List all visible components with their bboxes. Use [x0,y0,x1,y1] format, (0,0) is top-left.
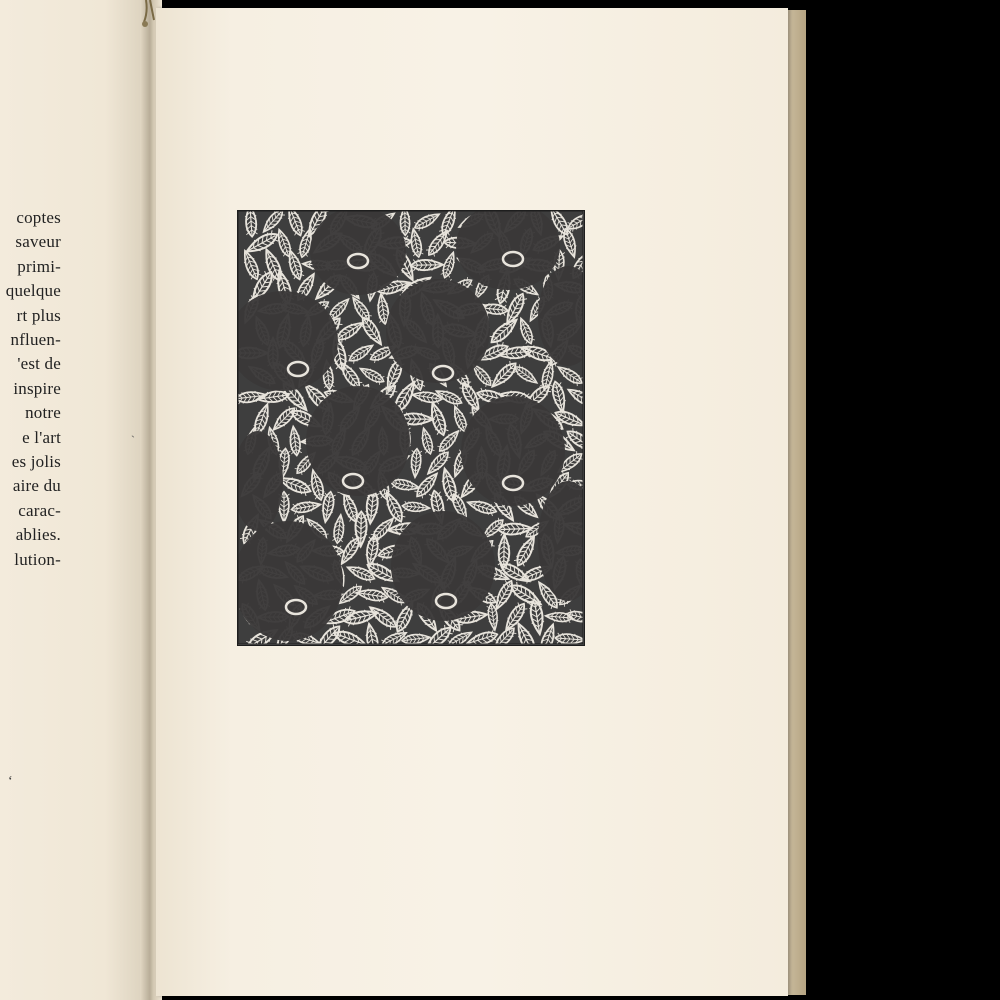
text-line: notre [25,403,61,423]
dark-background [800,0,1000,1000]
text-line: lution- [14,549,61,569]
text-line: saveur [15,232,61,252]
text-line: primi- [17,256,61,276]
left-page-text [0,206,61,572]
text-line: 'est de [17,354,61,374]
text-line: coptes [16,208,61,227]
text-line: es jolis [11,452,61,472]
ink-speck: ˋ [131,433,135,447]
leaf-and-circle-pattern-print [238,211,583,644]
text-line: inspire [13,378,61,398]
ink-speck: ʻ [8,774,13,789]
left-page [0,0,150,1000]
text-line: ablies. [15,525,61,545]
text-line: rt plus [16,305,61,325]
text-line: aire du [12,476,61,496]
illustration-plate [237,210,585,646]
text-line: quelque [5,281,61,301]
text-line: carac- [18,500,61,520]
text-line: nfluen- [10,330,61,350]
text-line: e l'art [22,427,61,447]
binding-thread [138,0,162,30]
